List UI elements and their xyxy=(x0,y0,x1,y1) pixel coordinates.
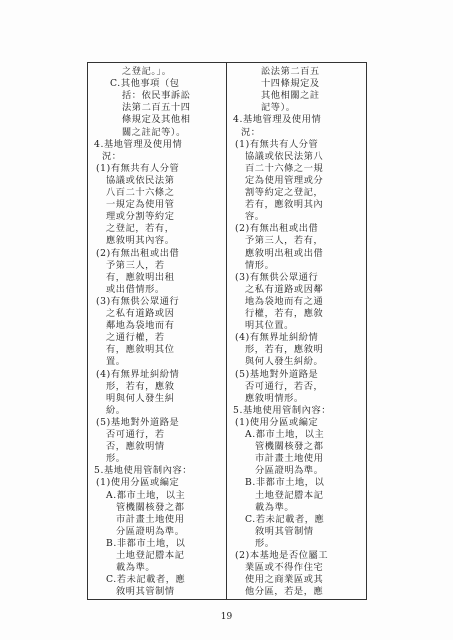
text-line: 或出借情形。 xyxy=(106,283,165,295)
text-line: B.非都市土地，以 xyxy=(245,477,325,489)
text-line: 況： xyxy=(241,126,261,138)
text-line: 容。 xyxy=(245,211,265,223)
text-line: 載為準。 xyxy=(255,501,295,513)
text-line: (4)有無界址糾紛情 xyxy=(96,368,180,380)
text-line: 市計畫土地使用 xyxy=(255,453,324,465)
text-line: 置。 xyxy=(106,356,126,368)
text-line: C.其他事項（包 xyxy=(110,78,180,90)
text-line: 百二十六條之一規 xyxy=(245,162,324,174)
text-line: 十四條規定及 xyxy=(261,78,320,90)
text-line: 應敘明情形。 xyxy=(245,392,304,404)
text-line: 定為使用管理或分 xyxy=(245,174,324,186)
comparison-table xyxy=(87,62,367,600)
text-line: (2)有無出租或出借 xyxy=(96,247,180,259)
text-line: 有，應敘明出租 xyxy=(106,271,175,283)
left-column xyxy=(88,63,227,599)
text-line: 形。 xyxy=(106,453,126,465)
text-line: 之私有道路或因 xyxy=(106,308,175,319)
text-line: 應敘明其內容。 xyxy=(106,235,175,247)
text-line: 否可通行，若否， xyxy=(245,380,324,392)
text-line: 割等約定之登記， xyxy=(245,187,324,198)
text-line: 應敘明出租或出借 xyxy=(245,247,324,259)
text-line: B.非都市土地，以 xyxy=(106,537,186,549)
text-line: 之通行權，若 xyxy=(106,332,165,344)
text-line: 4.基地管理及使用情 xyxy=(94,138,183,150)
text-line: 括：依民事訴訟 xyxy=(122,90,191,102)
text-line: 訟法第二百五 xyxy=(261,66,320,77)
text-line: 之登記。」。 xyxy=(122,66,172,77)
text-line: 市計畫土地使用 xyxy=(116,513,185,525)
text-line: 5.基地使用管制內容： xyxy=(233,404,332,416)
text-line: 管機關核發之都 xyxy=(116,501,185,513)
text-line: 之登記，若有， xyxy=(106,223,175,235)
text-line: (2)本基地是否位屬工 xyxy=(235,550,329,561)
text-line: (2)有無出租或出借 xyxy=(235,223,319,235)
text-line: 一規定為使用管 xyxy=(106,199,175,211)
text-line: 否，應敘明情 xyxy=(106,441,165,453)
text-line: (3)有無供公眾通行 xyxy=(96,295,180,307)
text-line: 形，若有，應敘 xyxy=(106,380,175,392)
text-line: (5)基地對外道路是 xyxy=(235,368,319,380)
text-line: 關之註記等）。 xyxy=(122,126,186,138)
text-line: (1)有無共有人分管 xyxy=(96,162,180,174)
text-line: 行權，若有，應敘 xyxy=(245,308,324,319)
text-line: 否可通行，若 xyxy=(106,429,165,440)
text-line: 協議或依民法第 xyxy=(106,174,175,186)
text-line: (5)基地對外道路是 xyxy=(96,416,180,428)
text-line: 理或分割等約定 xyxy=(106,211,175,223)
page-number: 19 xyxy=(220,612,233,622)
text-line: C.若未記載者，應 xyxy=(106,574,186,586)
text-line: 業區或不得作住宅 xyxy=(245,562,324,574)
text-line: 敘明其管制情 xyxy=(116,586,175,598)
text-line: (3)有無供公眾通行 xyxy=(235,271,319,283)
text-line: 其他相關之註 xyxy=(261,90,320,102)
text-line: 明與何人發生糾 xyxy=(106,392,175,404)
text-line: 分區證明為準。 xyxy=(255,465,324,477)
text-line: (1)有無共有人分管 xyxy=(235,138,319,150)
text-line: 形，若有，應敘明 xyxy=(245,344,324,356)
text-line: 八百二十六條之 xyxy=(106,187,175,198)
text-line: 敘明其管制情 xyxy=(255,525,314,537)
text-line: 明其位置。 xyxy=(245,320,294,332)
text-line: 他分區，若是，應 xyxy=(245,586,324,598)
text-line: 況： xyxy=(102,150,122,162)
text-line: 分區證明為準。 xyxy=(116,525,185,537)
text-line: 情形。 xyxy=(245,259,275,271)
text-line: 土地登記謄本記 xyxy=(255,489,324,501)
text-line: 4.基地管理及使用情 xyxy=(233,114,322,126)
text-line: 紛。 xyxy=(106,404,126,416)
text-line: 條規定及其他相 xyxy=(122,114,191,126)
text-line: 5.基地使用管制內容： xyxy=(94,465,193,477)
text-line: (1)使用分區或編定 xyxy=(235,416,319,428)
text-line: 形。 xyxy=(255,537,275,549)
text-line: 予第三人，若有， xyxy=(245,235,324,247)
text-line: 若有，應敘明其內 xyxy=(245,199,324,211)
text-line: 予第三人，若 xyxy=(106,259,165,271)
text-line: (4)有無界址糾紛情 xyxy=(235,332,319,344)
text-line: 記等）。 xyxy=(261,102,296,114)
text-line: A.都市土地，以主 xyxy=(106,489,186,501)
text-line: 載為準。 xyxy=(116,562,156,574)
text-line: A.都市土地，以主 xyxy=(245,429,325,440)
text-line: 與何人發生糾紛。 xyxy=(245,356,324,368)
text-line: 鄰地為袋地而有 xyxy=(106,320,175,332)
text-line: 有，應敘明其位 xyxy=(106,344,175,356)
text-line: 使用之商業區或其 xyxy=(245,574,324,586)
text-line: 之私有道路或因鄰 xyxy=(245,283,324,295)
right-column xyxy=(227,63,366,599)
text-line: C.若未記載者，應 xyxy=(245,513,325,525)
text-line: 地為袋地而有之通 xyxy=(245,295,324,307)
text-line: 管機關核發之都 xyxy=(255,441,324,453)
text-line: 土地登記謄本記 xyxy=(116,550,185,561)
text-line: (1)使用分區或編定 xyxy=(96,477,180,489)
text-line: 法第二百五十四 xyxy=(122,102,191,114)
text-line: 協議或依民法第八 xyxy=(245,150,324,162)
